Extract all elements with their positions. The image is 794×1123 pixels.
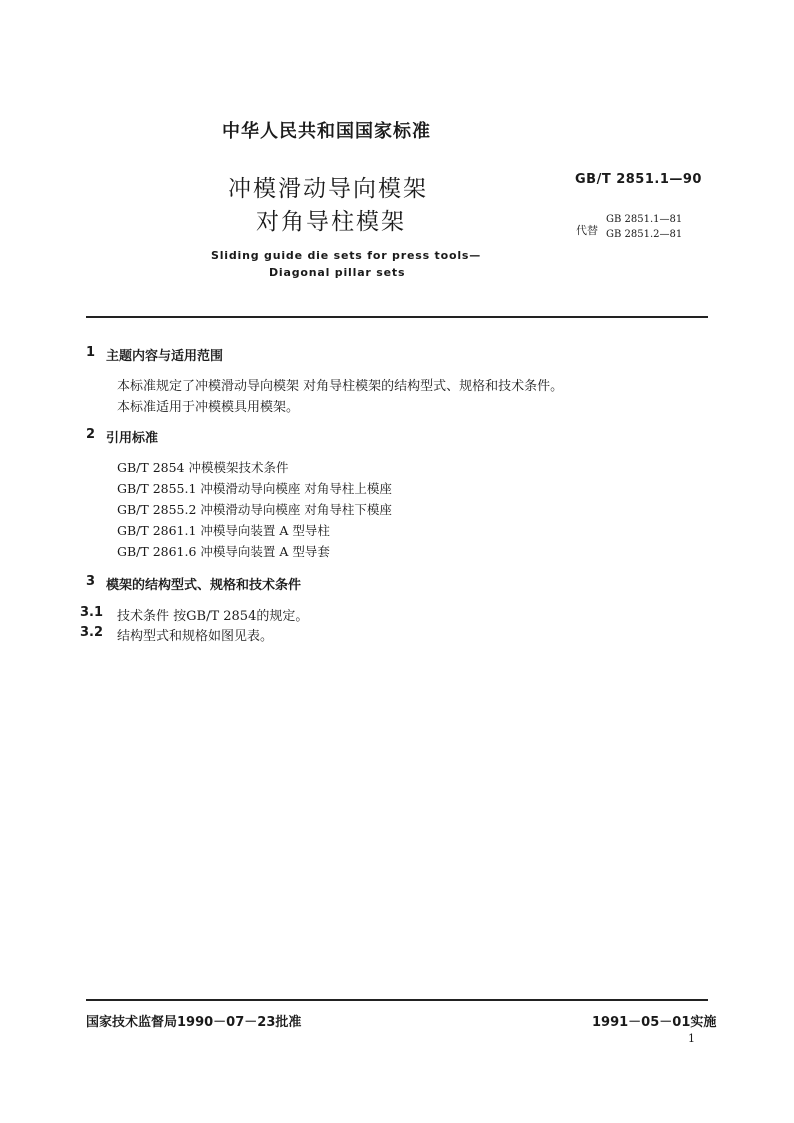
- national-standard-heading: 中华人民共和国国家标准: [222, 121, 431, 142]
- section-1-number: 1: [86, 345, 96, 360]
- reference-item: GB/T 2855.2 冲模滑动导向模座 对角导柱下模座: [117, 502, 392, 517]
- subsection-3-2-text: 结构型式和规格如图见表。: [117, 629, 274, 644]
- replaced-standard-1: GB 2851.1—81: [606, 214, 683, 225]
- section-3-title: 模架的结构型式、规格和技术条件: [106, 578, 302, 593]
- section-1-paragraph-1: 本标准规定了冲模滑动导向模架 对角导柱模架的结构型式、规格和技术条件。: [117, 379, 564, 394]
- reference-item: GB/T 2854 冲模模架技术条件: [117, 460, 289, 475]
- subsection-3-1-number: 3.1: [80, 605, 104, 620]
- english-title-line2: Diagonal pillar sets: [269, 266, 406, 279]
- replaced-standard-2: GB 2851.2—81: [606, 229, 683, 240]
- reference-item: GB/T 2861.1 冲模导向装置 A 型导柱: [117, 523, 330, 538]
- page-number: 1: [688, 1032, 695, 1045]
- section-2-title: 引用标准: [106, 431, 159, 446]
- section-1-title: 主题内容与适用范围: [106, 349, 224, 364]
- document-title-line2: 对角导柱模架: [256, 209, 406, 235]
- subsection-3-2-number: 3.2: [80, 625, 104, 640]
- section-3-number: 3: [86, 574, 96, 589]
- reference-item: GB/T 2861.6 冲模导向装置 A 型导套: [117, 544, 330, 559]
- english-title-line1: Sliding guide die sets for press tools—: [211, 249, 482, 262]
- standard-number: GB/T 2851.1—90: [575, 172, 702, 187]
- header-divider: [86, 316, 708, 318]
- subsection-3-1-text: 技术条件 按GB/T 2854的规定。: [117, 609, 309, 624]
- approval-date: 国家技术监督局1990－07－23批准: [86, 1015, 302, 1030]
- footer-divider: [86, 999, 708, 1001]
- document-title-line1: 冲模滑动导向模架: [228, 176, 428, 202]
- implementation-date: 1991－05－01实施: [592, 1015, 717, 1030]
- section-2-number: 2: [86, 427, 96, 442]
- section-1-paragraph-2: 本标准适用于冲模模具用模架。: [117, 400, 300, 415]
- replaces-label: 代替: [576, 224, 598, 237]
- reference-item: GB/T 2855.1 冲模滑动导向模座 对角导柱上模座: [117, 481, 392, 496]
